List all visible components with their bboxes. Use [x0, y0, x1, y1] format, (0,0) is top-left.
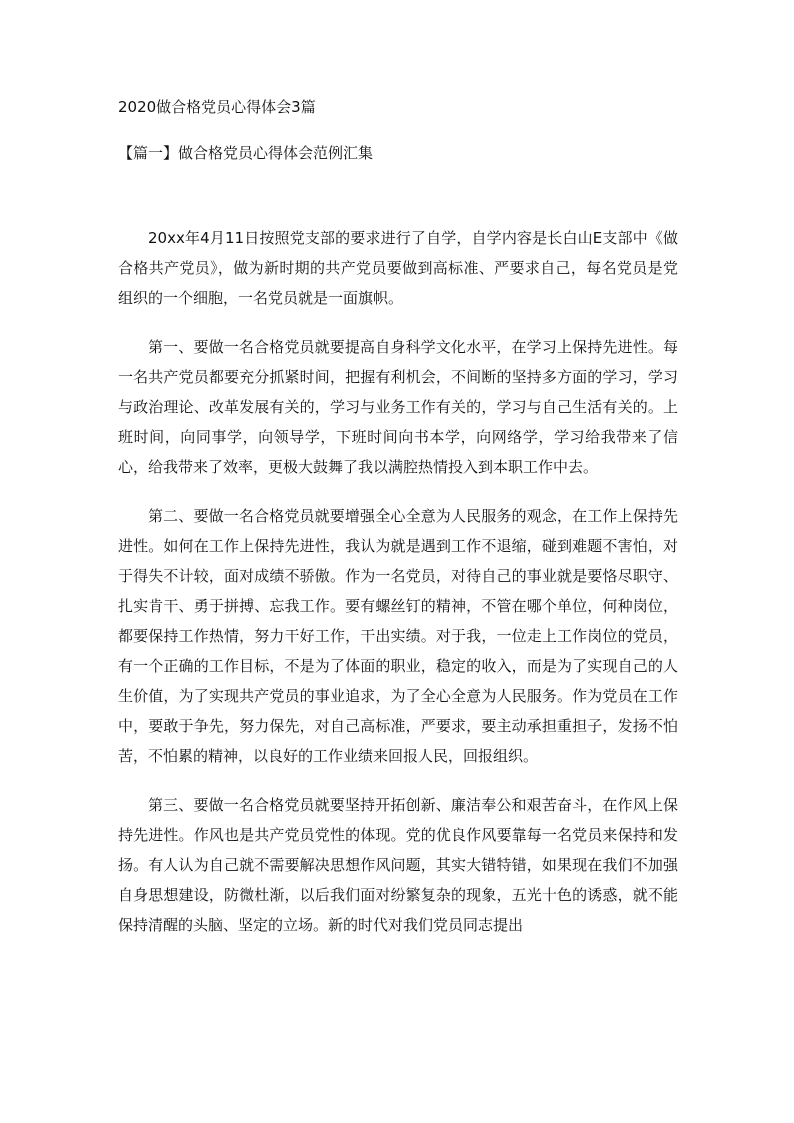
paragraph-intro: 20xx年4月11日按照党支部的要求进行了自学，自学内容是长白山E支部中《做合格共产党员》，做为新时期的共产党员要做到高标准、严要求自己，每名党员是党组织的一个细胞，一名党员就是一面旗帜。 [118, 229, 678, 307]
paragraph-first-point: 第一、要做一名合格党员就要提高自身科学文化水平，在学习上保持先进性。每一名共产党员都要充分抓紧时间，把握有利机会，不间断的坚持多方面的学习，学习与政治理论、改革发展有关的，学习与业务工作有关的，学习与自己生活有关的。上班时间，向同事学，向领导学，下班时间向书本学，向网络学，学习给我带来了信心，给我带来了效率，更极大鼓舞了我以满腔热情投入到本职工作中去。 [118, 338, 678, 476]
document-body [118, 223, 678, 959]
paragraph-third-point: 第三、要做一名合格党员就要坚持开拓创新、廉洁奉公和艰苦奋斗，在作风上保持先进性。作风也是共产党员党性的体现。党的优良作风要靠每一名党员来保持和发扬。有人认为自己就不需要解决思想作风问题，其实大错特错，如果现在我们不加强自身思想建设，防微杜渐，以后我们面对纷繁复杂的现象，五光十色的诱惑，就不能保持清醒的头脑、坚定的立场。新的时代对我们党员同志提出 [118, 796, 678, 934]
paragraph-second-point: 第二、要做一名合格党员就要增强全心全意为人民服务的观念，在工作上保持先进性。如何在工作上保持先进性，我认为就是遇到工作不退缩，碰到难题不害怕，对于得失不计较，面对成绩不骄傲。作为一名党员，对待自己的事业就是要恪尽职守、扎实肯干、勇于拼搏、忘我工作。要有螺丝钉的精神，不管在哪个单位，何种岗位，都要保持工作热情，努力干好工作，干出实绩。对于我，一位走上工作岗位的党员，有一个正确的工作目标，不是为了体面的职业，稳定的收入，而是为了实现自己的人生价值，为了实现共产党员的事业追求，为了全心全意为人民服务。作为党员在工作中，要敢于争先，努力保先，对自己高标准，严要求，要主动承担重担子，发扬不怕苦，不怕累的精神，以良好的工作业绩来回报人民，回报组织。 [118, 507, 678, 765]
section-heading: 【篇一】做合格党员心得体会范例汇集 [118, 144, 374, 162]
document-title: 2020做合格党员心得体会3篇 [118, 98, 316, 116]
